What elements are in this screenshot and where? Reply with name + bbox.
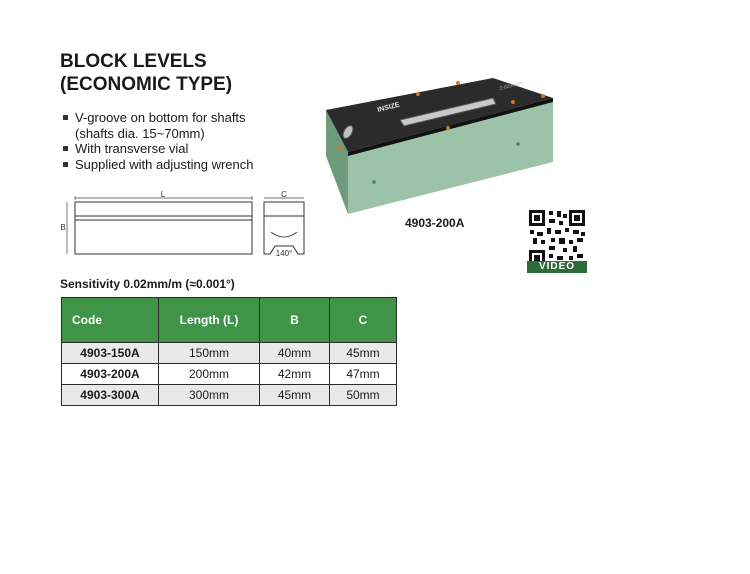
video-label[interactable]: VIDEO <box>527 261 587 273</box>
feature-list <box>62 110 254 172</box>
screw <box>446 126 450 130</box>
feature-item: V-groove on bottom for shafts <box>62 110 254 126</box>
product-code-caption: 4903-200A <box>405 216 465 230</box>
feature-item: Supplied with adjusting wrench <box>62 157 254 173</box>
screw <box>338 146 342 150</box>
column-header-length: Length (L) <box>159 298 260 343</box>
table-row <box>62 364 397 385</box>
body-hole <box>372 180 376 184</box>
cell-length: 150mm <box>159 343 260 364</box>
product-image <box>318 68 563 218</box>
column-header-b: B <box>260 298 330 343</box>
cell-length: 300mm <box>159 385 260 406</box>
cell-c: 47mm <box>330 364 397 385</box>
side-view-body <box>75 202 252 254</box>
page-title <box>60 50 232 96</box>
model-engraving: 2-02mm/m <box>499 80 524 92</box>
cell-c: 45mm <box>330 343 397 364</box>
screw <box>511 100 515 104</box>
feature-item: (shafts dia. 15~70mm) <box>75 125 205 141</box>
height-label: B <box>60 223 66 232</box>
title-line-1: BLOCK LEVELS <box>60 51 207 72</box>
end-view-profile <box>264 202 304 254</box>
body-hole <box>516 142 520 146</box>
feature-item: With transverse vial <box>62 141 254 157</box>
cell-code: 4903-150A <box>62 343 159 364</box>
screw <box>541 94 545 98</box>
title-line-2: (ECONOMIC TYPE) <box>60 74 233 95</box>
cell-code: 4903-300A <box>62 385 159 406</box>
table-row <box>62 385 397 406</box>
sensitivity-note: Sensitivity 0.02mm/m (≈0.001°) <box>60 277 235 291</box>
cell-length: 200mm <box>159 364 260 385</box>
table-row <box>62 343 397 364</box>
length-label: L <box>160 190 166 199</box>
cell-code: 4903-200A <box>62 364 159 385</box>
screw <box>456 81 460 85</box>
width-label: C <box>281 190 287 199</box>
technical-drawing <box>55 190 315 265</box>
cell-b: 40mm <box>260 343 330 364</box>
cell-c: 50mm <box>330 385 397 406</box>
groove-angle-label: 140° <box>275 249 293 258</box>
cell-b: 42mm <box>260 364 330 385</box>
table-header-row <box>62 298 397 343</box>
column-header-c: C <box>330 298 397 343</box>
spec-table <box>61 297 397 406</box>
screw <box>416 92 420 96</box>
column-header-code: Code <box>62 298 159 343</box>
cell-b: 45mm <box>260 385 330 406</box>
brand-logo: INSIZE <box>376 101 401 114</box>
